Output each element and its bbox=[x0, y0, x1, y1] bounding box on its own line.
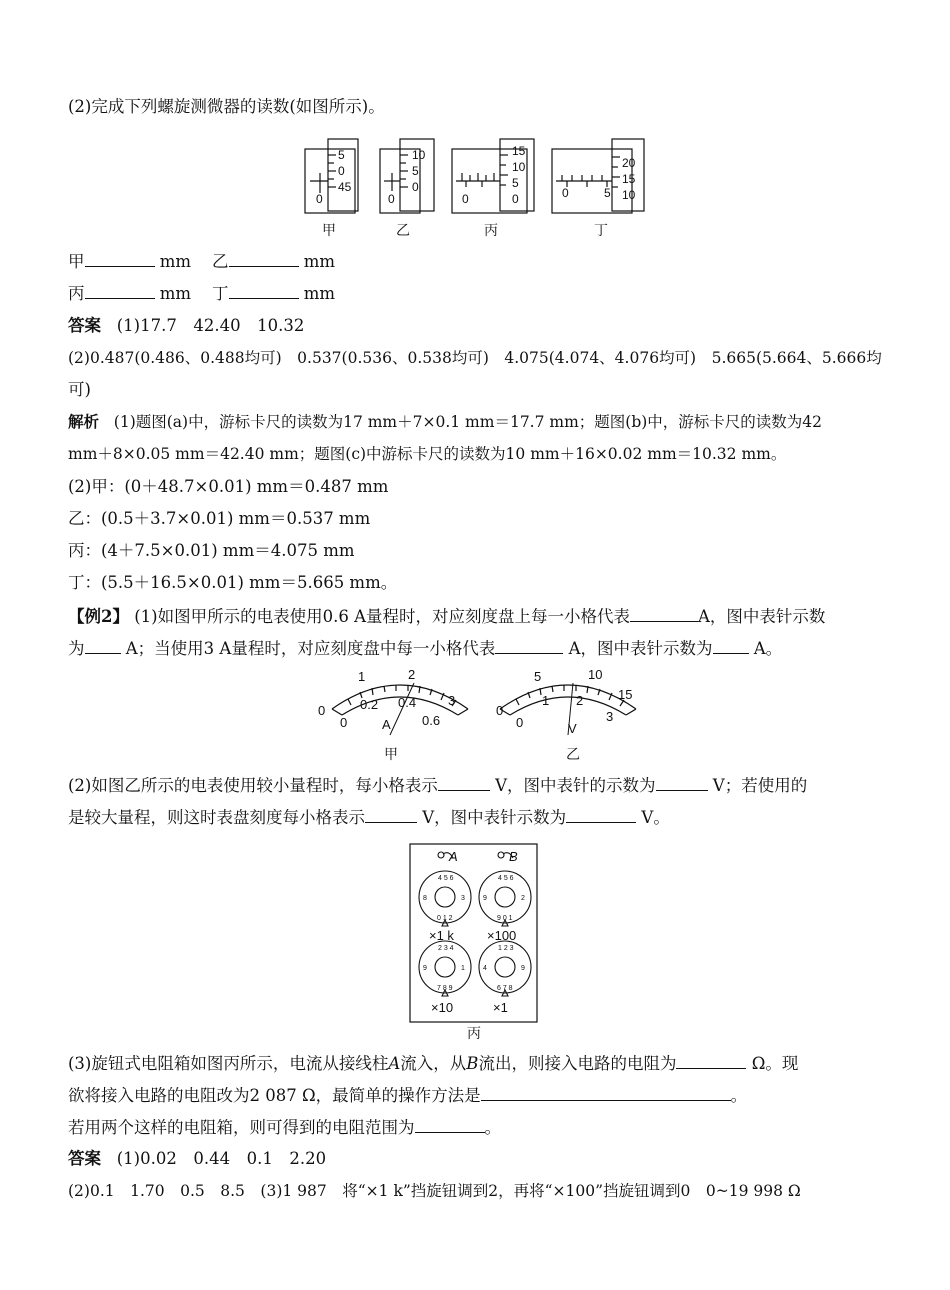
svg-text:6 7 8: 6 7 8 bbox=[497, 985, 513, 992]
question-text: V，图中表针示数为 bbox=[422, 808, 567, 827]
micrometer-tick: 5 bbox=[512, 176, 519, 190]
meter-a-tick: 3 bbox=[448, 693, 456, 708]
meter-v-tick: 0 bbox=[516, 715, 524, 730]
unit-label: mm bbox=[159, 252, 192, 271]
svg-text:4 5 6: 4 5 6 bbox=[498, 875, 514, 882]
micrometer-tick: 15 bbox=[622, 172, 636, 186]
micrometer-tick: 5 bbox=[412, 164, 419, 178]
question-text: A，图中表针示数 bbox=[698, 607, 826, 626]
question-text: A；当使用3 A量程时，对应刻度盘中每一小格代表 bbox=[125, 639, 496, 658]
figure-caption: 丙 bbox=[467, 1026, 481, 1042]
svg-text:2 3 4: 2 3 4 bbox=[438, 945, 454, 952]
analysis-line-4: 乙：(0.5＋3.7×0.01) mm＝0.537 mm bbox=[68, 509, 371, 528]
question-text: (3)旋钮式电阻箱如图丙所示，电流从接线柱 bbox=[68, 1054, 389, 1073]
meter-v-tick: 10 bbox=[588, 667, 603, 682]
question-text: A。 bbox=[753, 639, 783, 658]
meter-a-tick: 0 bbox=[340, 715, 348, 730]
meter-v-tick: 15 bbox=[618, 687, 633, 702]
svg-text:4: 4 bbox=[483, 965, 487, 972]
question-text: 若用两个这样的电阻箱，则可得到的电阻范围为 bbox=[68, 1118, 415, 1137]
terminal-b-label: B bbox=[509, 849, 518, 864]
knob-label: ×1 k bbox=[429, 928, 454, 943]
svg-text:9: 9 bbox=[423, 965, 427, 972]
meters-figure bbox=[310, 665, 650, 765]
svg-text:8: 8 bbox=[423, 895, 427, 902]
analysis-line-5: 丙：(4＋7.5×0.01) mm＝4.075 mm bbox=[68, 541, 355, 560]
question-text: 流出，则接入电路的电阻为 bbox=[478, 1054, 677, 1073]
answer-blank[interactable] bbox=[630, 605, 698, 622]
blank-label: 甲 bbox=[68, 252, 85, 271]
question-text: 。 bbox=[484, 1118, 501, 1137]
question-text: 为 bbox=[68, 639, 85, 658]
micrometer-tick: 0 bbox=[412, 180, 419, 194]
analysis-line-2: mm＋8×0.05 mm＝42.40 mm；题图(c)中游标卡尺的读数为10 mm＋16×0.02 mm＝10.32 mm。 bbox=[68, 445, 787, 463]
answer-blank[interactable] bbox=[229, 282, 299, 299]
question-text: (2)如图乙所示的电表使用较小量程时，每小格表示 bbox=[68, 776, 438, 795]
question-text: 是较大量程，则这时表盘刻度每小格表示 bbox=[68, 808, 365, 827]
unit-label: mm bbox=[303, 284, 336, 303]
meter-a-tick: 0.2 bbox=[360, 697, 379, 712]
figure-caption: 甲 bbox=[322, 223, 336, 239]
answer-blank[interactable] bbox=[365, 806, 417, 823]
question-3-line-1 bbox=[68, 1052, 798, 1075]
svg-text:2: 2 bbox=[521, 895, 525, 902]
example-label: 【例2】 bbox=[68, 607, 129, 626]
meter-v-unit: V bbox=[568, 721, 577, 736]
micrometer-tick: 0 bbox=[316, 192, 323, 206]
answer-blank[interactable] bbox=[85, 637, 121, 654]
answer-blank[interactable] bbox=[415, 1116, 485, 1133]
micrometer-tick: 0 bbox=[512, 192, 519, 206]
answer-text: (1)17.7 42.40 10.32 bbox=[116, 316, 305, 335]
knob-label: ×10 bbox=[431, 1000, 454, 1015]
question-text: V；若使用的 bbox=[712, 776, 808, 795]
svg-text:7 8 9: 7 8 9 bbox=[437, 985, 453, 992]
svg-text:3: 3 bbox=[461, 895, 465, 902]
analysis-text: (1)题图(a)中，游标卡尺的读数为17 mm＋7×0.1 mm＝17.7 mm；题图(b)中，游标卡尺的读数为42 bbox=[113, 413, 823, 431]
svg-text:1: 1 bbox=[461, 965, 465, 972]
svg-text:9: 9 bbox=[521, 965, 525, 972]
unit-label: mm bbox=[303, 252, 336, 271]
figure-caption: 乙 bbox=[566, 747, 580, 763]
meter-v-tick: 1 bbox=[542, 693, 550, 708]
meter-a-tick: 2 bbox=[408, 667, 416, 682]
question-text: Ω。现 bbox=[751, 1054, 799, 1073]
svg-text:4 5 6: 4 5 6 bbox=[438, 875, 454, 882]
answer-blank[interactable] bbox=[713, 637, 749, 654]
answer-label: 答案 bbox=[68, 316, 101, 335]
micrometer-figure bbox=[300, 135, 650, 240]
analysis-label: 解析 bbox=[68, 412, 100, 431]
question-3-line-3 bbox=[68, 1116, 501, 1139]
meter-a-tick: 1 bbox=[358, 669, 366, 684]
terminal-a-label: A bbox=[449, 849, 458, 864]
meter-v-tick: 3 bbox=[606, 709, 614, 724]
blank-label: 丁 bbox=[212, 284, 229, 303]
question-text: V。 bbox=[641, 808, 670, 827]
micrometer-tick: 20 bbox=[622, 156, 636, 170]
question-text: 。 bbox=[730, 1086, 748, 1105]
meter-a-tick: 0.4 bbox=[398, 695, 417, 710]
meter-a-tick: 0.6 bbox=[422, 713, 441, 728]
answer-blank[interactable] bbox=[566, 806, 636, 823]
answer-2-line-2: (2)0.1 1.70 0.5 8.5 (3)1 987 将“×1 k”挡旋钮调到2，再将“×100”挡旋钮调到0 0~19 998 Ω bbox=[68, 1182, 801, 1200]
answer-2-line-1 bbox=[68, 1148, 326, 1170]
question-text: 流入，从 bbox=[400, 1054, 467, 1073]
knob-label: ×100 bbox=[487, 928, 517, 943]
svg-text:0 1 2: 0 1 2 bbox=[437, 915, 453, 922]
blank-label: 丙 bbox=[68, 284, 85, 303]
micrometer-tick: 0 bbox=[562, 186, 569, 200]
question-2b-line-2 bbox=[68, 806, 670, 829]
answer-label: 答案 bbox=[68, 1149, 101, 1168]
micrometer-tick: 10 bbox=[512, 160, 526, 174]
meter-v-tick: 2 bbox=[576, 693, 584, 708]
answer-blank[interactable] bbox=[656, 774, 708, 791]
micrometer-tick: 0 bbox=[462, 192, 469, 206]
example-2-line-1 bbox=[68, 605, 825, 628]
answer-1-line-2: (2)0.487(0.486、0.488均可) 0.537(0.536、0.538均可) 4.075(4.074、4.076均可) 5.665(5.664、5.666均 bbox=[68, 349, 882, 367]
question-text: V，图中表针的示数为 bbox=[495, 776, 656, 795]
analysis-line-6: 丁：(5.5＋16.5×0.01) mm＝5.665 mm。 bbox=[68, 573, 398, 592]
analysis-line-1 bbox=[68, 411, 822, 433]
answer-blank[interactable] bbox=[676, 1052, 746, 1069]
analysis-line-3: (2)甲：(0＋48.7×0.01) mm＝0.487 mm bbox=[68, 477, 389, 496]
answer-text: (1)0.02 0.44 0.1 2.20 bbox=[116, 1149, 327, 1168]
example-2-line-2 bbox=[68, 637, 782, 660]
question-2-intro: (2)完成下列螺旋测微器的读数(如图所示)。 bbox=[68, 97, 385, 116]
figure-caption: 甲 bbox=[384, 747, 398, 763]
question-text: (1)如图甲所示的电表使用0.6 A量程时，对应刻度盘上每一小格代表 bbox=[134, 607, 631, 626]
answer-blank[interactable] bbox=[481, 1084, 731, 1101]
answer-blank[interactable] bbox=[495, 637, 563, 654]
micrometer-tick: 15 bbox=[512, 144, 526, 158]
answer-blank[interactable] bbox=[85, 250, 155, 267]
meter-a-unit: A bbox=[382, 717, 391, 732]
question-2b-line-1 bbox=[68, 774, 807, 797]
micrometer-tick: 0 bbox=[338, 164, 345, 178]
meter-v-tick: 0 bbox=[496, 703, 504, 718]
answer-1-line-3: 可) bbox=[68, 380, 91, 399]
micrometer-tick: 0 bbox=[388, 192, 395, 206]
figure-caption: 丁 bbox=[594, 223, 608, 239]
question-text: A，图中表针示数为 bbox=[568, 639, 713, 658]
svg-text:9: 9 bbox=[483, 895, 487, 902]
svg-text:9 0 1: 9 0 1 bbox=[497, 915, 513, 922]
meter-v-tick: 5 bbox=[534, 669, 542, 684]
svg-text:1 2 3: 1 2 3 bbox=[498, 945, 514, 952]
answer-1-line-1 bbox=[68, 315, 304, 337]
micrometer-tick: 10 bbox=[412, 148, 426, 162]
question-text: 欲将接入电路的电阻改为2 087 Ω，最简单的操作方法是 bbox=[68, 1086, 481, 1105]
figure-caption: 丙 bbox=[484, 223, 498, 239]
knob-label: ×1 bbox=[493, 1000, 508, 1015]
micrometer-tick: 45 bbox=[338, 180, 352, 194]
meter-a-tick: 0 bbox=[318, 703, 326, 718]
answer-blank[interactable] bbox=[85, 282, 155, 299]
answer-blank[interactable] bbox=[229, 250, 299, 267]
micrometer-tick: 10 bbox=[622, 188, 636, 202]
micrometer-tick: 5 bbox=[338, 148, 345, 162]
terminal-b-ref: B bbox=[466, 1054, 479, 1073]
question-3-line-2 bbox=[68, 1084, 747, 1107]
figure-caption: 乙 bbox=[396, 223, 410, 239]
terminal-a-ref: A bbox=[388, 1054, 401, 1073]
answer-blanks-line-1 bbox=[68, 250, 335, 273]
answer-blank[interactable] bbox=[438, 774, 490, 791]
blank-label: 乙 bbox=[212, 252, 229, 271]
resistor-box-figure bbox=[405, 840, 545, 1045]
unit-label: mm bbox=[159, 284, 192, 303]
answer-blanks-line-2 bbox=[68, 282, 335, 305]
micrometer-tick: 5 bbox=[604, 186, 611, 200]
